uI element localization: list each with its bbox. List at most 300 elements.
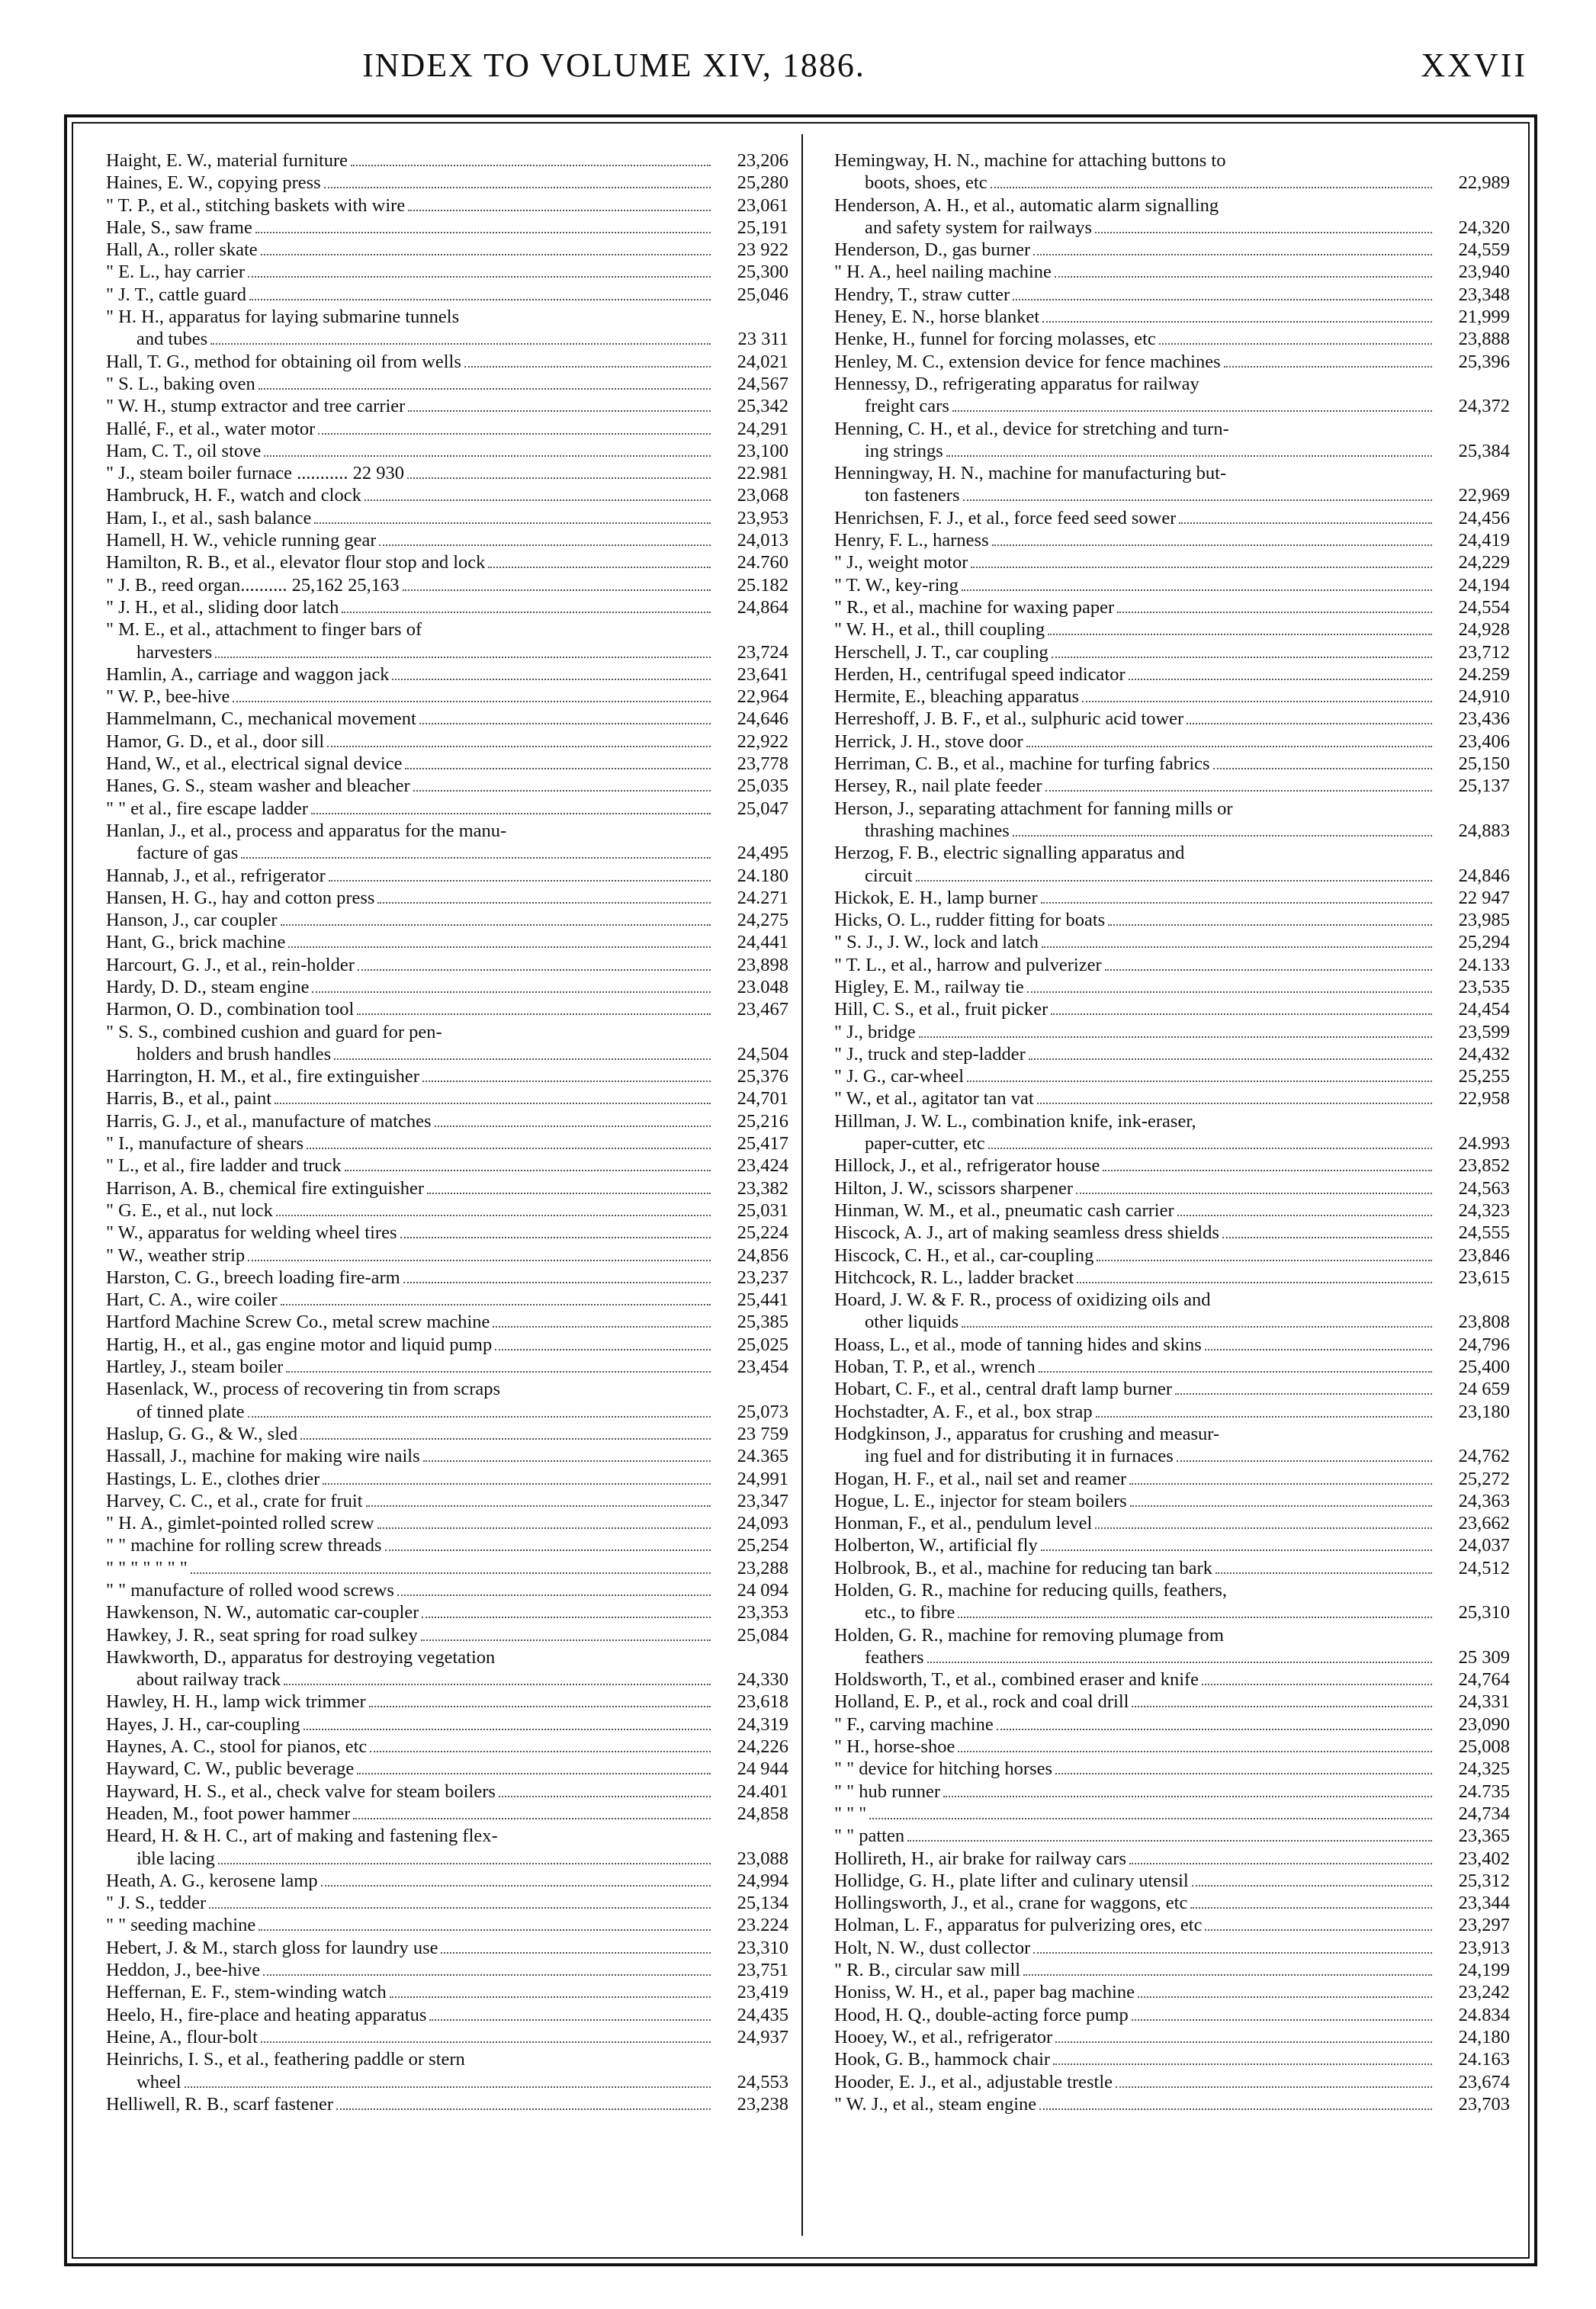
index-entry <box>97 1534 793 1556</box>
index-entry <box>97 1914 793 1936</box>
entry-text: " W., et al., agitator tan vat <box>834 1088 1034 1110</box>
index-entry <box>97 373 793 395</box>
index-entry <box>825 842 1514 864</box>
dot-leader <box>1033 254 1432 255</box>
index-entry <box>825 395 1514 417</box>
patent-number: 23,365 <box>1458 1826 1510 1847</box>
dot-leader <box>307 1148 711 1149</box>
index-entry <box>97 731 793 753</box>
dot-leader <box>345 1170 711 1171</box>
index-entry <box>825 1043 1514 1065</box>
entry-text: " " seeding machine <box>106 1915 256 1936</box>
entry-text: ing fuel and for distributing it in furnaces <box>865 1446 1174 1467</box>
index-entry <box>97 1222 793 1244</box>
entry-text: " W., weather strip <box>106 1244 246 1266</box>
entry-text: Harrington, H. M., et al., fire extinguisher <box>106 1066 419 1087</box>
patent-number: 23 759 <box>737 1423 788 1444</box>
dot-leader <box>358 969 711 971</box>
index-entry <box>97 976 793 998</box>
entry-text: " J. S., tedder <box>106 1893 207 1914</box>
index-entry <box>97 328 793 350</box>
patent-number: 24,883 <box>1458 820 1510 841</box>
dot-leader <box>1138 1996 1432 1998</box>
entry-text: Henning, C. H., et al., device for stretching and turn- <box>834 418 1229 439</box>
dot-leader <box>1129 1863 1432 1864</box>
patent-number: 23,846 <box>1458 1244 1510 1266</box>
index-entry <box>97 440 793 462</box>
index-entry <box>97 775 793 797</box>
entry-text: " J. H., et al., sliding door latch <box>106 596 339 618</box>
dot-leader <box>218 1863 711 1864</box>
dot-leader <box>351 165 711 166</box>
entry-text: Harris, G. J., et al., manufacture of matches <box>106 1110 432 1132</box>
index-entry <box>97 1423 793 1445</box>
patent-number: 24,419 <box>1458 530 1510 551</box>
index-entry <box>97 1289 793 1311</box>
patent-number: 25,312 <box>1458 1870 1510 1891</box>
dot-leader <box>311 813 711 814</box>
patent-number: 23.048 <box>737 976 788 997</box>
patent-number: 25,191 <box>737 217 788 238</box>
dot-leader <box>1177 1460 1432 1462</box>
entry-text: " S. L., baking oven <box>106 373 255 394</box>
patent-number: 25,084 <box>737 1624 788 1646</box>
entry-text: Holberton, W., artificial fly <box>834 1535 1038 1556</box>
index-entry <box>97 865 793 887</box>
entry-text: " J. B., reed organ.......... 25,162 25,163 <box>106 574 400 596</box>
dot-leader <box>288 946 711 948</box>
entry-text: " H. A., heel nailing machine <box>834 262 1052 283</box>
patent-number: 23,090 <box>1458 1713 1510 1735</box>
index-entry <box>825 1423 1514 1445</box>
index-entry <box>825 306 1514 328</box>
entry-text: " " manufacture of rolled wood screws <box>106 1580 394 1601</box>
patent-number: 23,237 <box>737 1267 788 1288</box>
column-divider <box>801 134 803 2236</box>
entry-text: Hilton, J. W., scissors sharpener <box>834 1177 1074 1199</box>
patent-number: 23,599 <box>1458 1021 1510 1042</box>
entry-text: boots, shoes, etc <box>865 172 987 194</box>
entry-text: " M. E., et al., attachment to finger bars of <box>106 619 422 641</box>
entry-text: " R. B., circular saw mill <box>834 1960 1021 1981</box>
patent-number: 24,734 <box>1458 1803 1510 1824</box>
dot-leader <box>408 410 711 412</box>
dot-leader <box>423 1460 711 1462</box>
patent-number: 23,100 <box>737 440 788 461</box>
dot-leader <box>963 499 1433 501</box>
index-entry <box>97 1311 793 1333</box>
entry-text: Hood, H. Q., double-acting force pump <box>834 2004 1129 2025</box>
index-entry <box>825 440 1514 462</box>
index-entry <box>97 954 793 976</box>
patent-number: 25,396 <box>1458 351 1510 372</box>
dot-leader <box>421 1639 711 1641</box>
patent-number: 25,035 <box>737 776 788 797</box>
dot-leader <box>435 1126 711 1127</box>
patent-number: 24,646 <box>737 708 788 730</box>
entry-text: Ham, I., et al., sash balance <box>106 507 312 528</box>
index-entry <box>825 217 1514 239</box>
index-entry <box>97 2048 793 2070</box>
patent-number: 24.993 <box>1458 1133 1510 1154</box>
entry-text: " T. L., et al., harrow and pulverizer <box>834 954 1102 975</box>
patent-number: 23,353 <box>737 1602 788 1623</box>
patent-number: 25,025 <box>737 1334 788 1355</box>
dot-leader <box>334 1058 711 1060</box>
patent-number: 23,615 <box>1458 1267 1510 1288</box>
index-entry <box>825 1110 1514 1132</box>
dot-leader <box>1215 1572 1432 1574</box>
index-entry <box>825 775 1514 797</box>
entry-text: Harrison, A. B., chemical fire extinguisher <box>106 1177 425 1199</box>
entry-text: Haynes, A. C., stool for pianos, etc <box>106 1736 368 1758</box>
entry-text: Hebert, J. & M., starch gloss for laundry use <box>106 1937 438 1958</box>
dot-leader <box>1105 969 1432 971</box>
patent-number: 23,424 <box>737 1155 788 1177</box>
patent-number: 24,456 <box>1458 507 1510 528</box>
entry-text: holders and brush handles <box>136 1043 332 1065</box>
patent-number: 25.182 <box>737 574 788 596</box>
dot-leader <box>427 1193 711 1194</box>
index-entry <box>97 574 793 596</box>
entry-text: Hardy, D. D., steam engine <box>106 976 310 997</box>
index-entry <box>97 1601 793 1623</box>
dot-leader <box>329 880 711 882</box>
index-entry <box>97 217 793 239</box>
index-entry <box>825 596 1514 618</box>
patent-number: 23,724 <box>737 641 788 663</box>
entry-text: Hannab, J., et al., refrigerator <box>106 865 326 886</box>
entry-text: " R., et al., machine for waxing paper <box>834 596 1115 618</box>
dot-leader <box>377 902 711 904</box>
index-entry <box>825 1981 1514 2003</box>
patent-number: 25,255 <box>1458 1066 1510 1087</box>
patent-number: 24,325 <box>1458 1758 1510 1780</box>
patent-number: 23,180 <box>1458 1401 1510 1422</box>
entry-text: Hill, C. S., et al., fruit picker <box>834 999 1048 1020</box>
dot-leader <box>916 880 1432 882</box>
index-entry <box>825 798 1514 820</box>
patent-number: 24,701 <box>737 1088 788 1110</box>
index-entry <box>97 1781 793 1803</box>
dot-leader <box>495 1349 711 1350</box>
entry-text: paper-cutter, etc <box>865 1133 985 1154</box>
dot-leader <box>1095 232 1432 233</box>
patent-number: 24.365 <box>737 1446 788 1467</box>
entry-text: Heney, E. N., horse blanket <box>834 307 1040 328</box>
patent-number: 23,641 <box>737 663 788 685</box>
entry-text: " G. E., et al., nut lock <box>106 1199 273 1221</box>
patent-number: 24,021 <box>737 351 788 372</box>
patent-number: 23,310 <box>737 1937 788 1958</box>
dot-leader <box>364 499 711 501</box>
patent-number: 22,922 <box>737 731 788 752</box>
index-entry <box>97 1110 793 1132</box>
index-entry <box>825 1803 1514 1825</box>
entry-text: " J., steam boiler furnace ........... 22 930 <box>106 463 405 484</box>
dot-leader <box>403 589 711 591</box>
index-entry <box>825 1534 1514 1556</box>
entry-text: Hanlan, J., et al., process and apparatus for the manu- <box>106 820 507 841</box>
entry-text: Hartford Machine Screw Co., metal screw machine <box>106 1312 490 1333</box>
dot-leader <box>286 1371 711 1373</box>
patent-number: 24 094 <box>737 1580 788 1601</box>
patent-number: 23,535 <box>1458 976 1510 997</box>
patent-number: 23 922 <box>737 239 788 261</box>
index-entry <box>825 909 1514 931</box>
entry-text: Hendry, T., straw cutter <box>834 284 1010 305</box>
index-entry <box>97 820 793 842</box>
patent-number: 24.735 <box>1458 1781 1510 1802</box>
patent-number: 24,495 <box>737 843 788 864</box>
patent-number: 24.180 <box>737 865 788 886</box>
index-entry <box>97 1579 793 1601</box>
patent-number: 25,046 <box>737 284 788 305</box>
entry-text: thrashing machines <box>865 820 1010 841</box>
patent-number: 25,384 <box>1458 440 1510 461</box>
entry-text: Hayward, H. S., et al., check valve for steam boilers <box>106 1781 496 1802</box>
dot-leader <box>1213 768 1432 769</box>
index-entry <box>825 1557 1514 1579</box>
index-entry <box>97 529 793 551</box>
index-entry <box>825 239 1514 261</box>
patent-number: 24,275 <box>737 910 788 931</box>
entry-text: Heddon, J., bee-hive <box>106 1960 261 1981</box>
patent-number: 23,238 <box>737 2093 788 2115</box>
patent-number: 24,937 <box>737 2026 788 2047</box>
dot-leader <box>248 1260 711 1261</box>
entry-text: Heinrichs, I. S., et al., feathering paddle or stern <box>106 2049 465 2070</box>
entry-text: and tubes <box>136 329 208 350</box>
index-entry <box>97 2004 793 2026</box>
patent-number: 25,294 <box>1458 932 1510 953</box>
dot-leader <box>276 1215 711 1216</box>
index-entry <box>825 2048 1514 2070</box>
patent-number: 22,964 <box>737 686 788 708</box>
index-entry <box>825 686 1514 708</box>
index-entry <box>97 351 793 373</box>
index-entry <box>825 484 1514 506</box>
dot-leader <box>1175 1393 1432 1395</box>
index-entry <box>825 1222 1514 1244</box>
dot-leader <box>366 1505 711 1507</box>
dot-leader <box>255 232 711 233</box>
index-entry <box>97 2093 793 2115</box>
entry-text: Hoass, L., et al., mode of tanning hides and skins <box>834 1334 1202 1355</box>
patent-number: 23,068 <box>737 485 788 506</box>
index-entry <box>97 1468 793 1490</box>
entry-text: Haight, E. W., material furniture <box>106 150 348 171</box>
dot-leader <box>1013 299 1432 300</box>
patent-number: 23,985 <box>1458 910 1510 931</box>
dot-leader <box>413 790 711 792</box>
dot-leader <box>241 857 711 859</box>
index-entry <box>97 1199 793 1222</box>
patent-number: 23,898 <box>737 954 788 975</box>
entry-text: Hemingway, H. N., machine for attaching buttons to <box>834 150 1226 171</box>
patent-number: 24.401 <box>737 1781 788 1802</box>
entry-text: " " " " " " " <box>106 1557 188 1578</box>
dot-leader <box>422 1617 711 1618</box>
patent-number: 25,224 <box>737 1222 788 1244</box>
patent-number: 25,008 <box>1458 1736 1510 1758</box>
index-entry <box>97 1624 793 1646</box>
entry-text: Harston, C. G., breech loading fire-arm <box>106 1267 400 1288</box>
entry-text: Henrichsen, F. J., et al., force feed seed sower <box>834 507 1177 528</box>
dot-leader <box>1082 701 1432 702</box>
dot-leader <box>992 544 1432 546</box>
index-entry <box>825 998 1514 1020</box>
entry-text: " L., et al., fire ladder and truck <box>106 1155 342 1177</box>
dot-leader <box>1205 1929 1432 1931</box>
dot-leader <box>405 768 711 769</box>
index-entry <box>825 1356 1514 1378</box>
dot-leader <box>263 1974 711 1976</box>
index-entry <box>97 1065 793 1087</box>
dot-leader <box>392 679 711 680</box>
index-entry <box>825 529 1514 551</box>
patent-number: 24,441 <box>737 932 788 953</box>
dot-leader <box>264 455 711 457</box>
index-entry <box>825 708 1514 730</box>
patent-number: 23,674 <box>1458 2071 1510 2092</box>
index-entry <box>825 1668 1514 1691</box>
dot-leader <box>397 1594 711 1596</box>
patent-number: 23,940 <box>1458 262 1510 283</box>
dot-leader <box>1076 1193 1432 1194</box>
patent-number: 22,958 <box>1458 1088 1510 1110</box>
patent-number: 24,454 <box>1458 999 1510 1020</box>
dot-leader <box>1179 522 1432 524</box>
entry-text: Herzog, F. B., electric signalling apparatus and <box>834 843 1185 864</box>
index-entry <box>825 261 1514 283</box>
dot-leader <box>952 410 1432 412</box>
patent-number: 24,331 <box>1458 1691 1510 1713</box>
patent-number: 24,093 <box>737 1513 788 1534</box>
index-entry <box>97 1646 793 1668</box>
page-number: XXVII <box>1421 47 1527 84</box>
index-entry <box>825 1267 1514 1289</box>
index-entry <box>825 1065 1514 1087</box>
entry-text: " " patten <box>834 1826 905 1847</box>
patent-number: 24,320 <box>1458 217 1510 238</box>
dot-leader <box>261 2041 711 2043</box>
index-entry <box>97 2071 793 2093</box>
entry-text: Holbrook, B., et al., machine for reducing tan bark <box>834 1557 1212 1578</box>
dot-leader <box>1055 276 1432 278</box>
index-entry <box>97 284 793 306</box>
dot-leader <box>407 477 711 479</box>
dot-leader <box>958 1751 1432 1752</box>
entry-text: Holdsworth, T., et al., combined eraser and knife <box>834 1669 1199 1691</box>
dot-leader <box>1177 1215 1432 1216</box>
entry-text: Henry, F. L., harness <box>834 530 989 551</box>
entry-text: " J., bridge <box>834 1021 916 1042</box>
index-entry <box>97 551 793 573</box>
index-entry <box>825 1132 1514 1154</box>
index-entry <box>825 1781 1514 1803</box>
entry-text: Henley, M. C., extension device for fence machines <box>834 351 1221 372</box>
index-entry <box>825 373 1514 395</box>
dot-leader <box>324 187 711 188</box>
index-entry <box>97 1937 793 1959</box>
entry-text: " " device for hitching horses <box>834 1758 1053 1780</box>
index-entry <box>97 686 793 708</box>
dot-leader <box>1045 790 1432 792</box>
entry-text: Holden, G. R., machine for reducing quills, feathers, <box>834 1580 1228 1601</box>
dot-leader <box>962 1326 1432 1328</box>
index-entry <box>825 2026 1514 2048</box>
entry-text: feathers <box>865 1646 924 1668</box>
index-entry <box>97 1803 793 1825</box>
patent-number: 23 311 <box>737 329 788 350</box>
entry-text: about railway track <box>136 1669 281 1691</box>
index-entry <box>825 1691 1514 1713</box>
entry-text: Hamilton, R. B., et al., elevator flour stop and lock <box>106 552 486 573</box>
patent-number: 23,297 <box>1458 1915 1510 1936</box>
index-entry <box>825 1199 1514 1222</box>
index-entry <box>97 1512 793 1534</box>
patent-number: 25,047 <box>737 798 788 819</box>
index-entry <box>97 1981 793 2003</box>
dot-leader <box>1187 723 1432 724</box>
entry-text: Hollingsworth, J., et al., crane for waggons, etc <box>834 1893 1188 1914</box>
dot-leader <box>312 991 711 993</box>
patent-number: 24,764 <box>1458 1669 1510 1691</box>
patent-number: 24,291 <box>737 418 788 439</box>
entry-text: Hiscock, C. H., et al., car-coupling <box>834 1244 1094 1266</box>
entry-text: Heath, A. G., kerosene lamp <box>106 1870 318 1891</box>
dot-leader <box>422 1081 711 1082</box>
index-entry <box>97 306 793 328</box>
index-entry <box>97 1087 793 1110</box>
index-entry <box>97 798 793 820</box>
entry-text: Hayward, C. W., public beverage <box>106 1758 355 1780</box>
dot-leader <box>248 276 711 278</box>
patent-number: 25,216 <box>737 1110 788 1132</box>
index-entry <box>825 1154 1514 1177</box>
entry-text: Hayes, J. H., car-coupling <box>106 1713 300 1735</box>
patent-number: 25,073 <box>737 1401 788 1422</box>
entry-text: " J. G., car-wheel <box>834 1066 965 1087</box>
patent-number: 24,910 <box>1458 686 1510 708</box>
dot-leader <box>927 1662 1432 1663</box>
index-entry <box>825 2071 1514 2093</box>
dot-leader <box>1129 679 1432 680</box>
dot-leader <box>249 299 711 300</box>
entry-text: Haslup, G. G., & W., sled <box>106 1423 298 1444</box>
patent-number: 24,226 <box>737 1736 788 1758</box>
entry-text: Hall, A., roller skate <box>106 239 258 261</box>
entry-text: Hook, G. B., hammock chair <box>834 2049 1051 2070</box>
entry-text: " " hub runner <box>834 1781 941 1802</box>
dot-leader <box>1096 1416 1432 1418</box>
dot-leader <box>303 1729 711 1730</box>
dot-leader <box>336 2108 711 2110</box>
patent-number: 23,454 <box>737 1357 788 1378</box>
entry-text: Hart, C. A., wire coiler <box>106 1289 278 1311</box>
dot-leader <box>281 1304 711 1305</box>
patent-number: 24,858 <box>737 1803 788 1824</box>
index-entry <box>825 731 1514 753</box>
index-entry <box>825 462 1514 484</box>
dot-leader <box>429 2019 711 2021</box>
entry-text: Hawkenson, N. W., automatic car-coupler <box>106 1602 419 1623</box>
patent-number: 23,436 <box>1458 708 1510 730</box>
patent-number: 24,199 <box>1458 1960 1510 1981</box>
entry-text: Hall, T. G., method for obtaining oil from wells <box>106 351 461 372</box>
index-entry <box>97 998 793 1020</box>
